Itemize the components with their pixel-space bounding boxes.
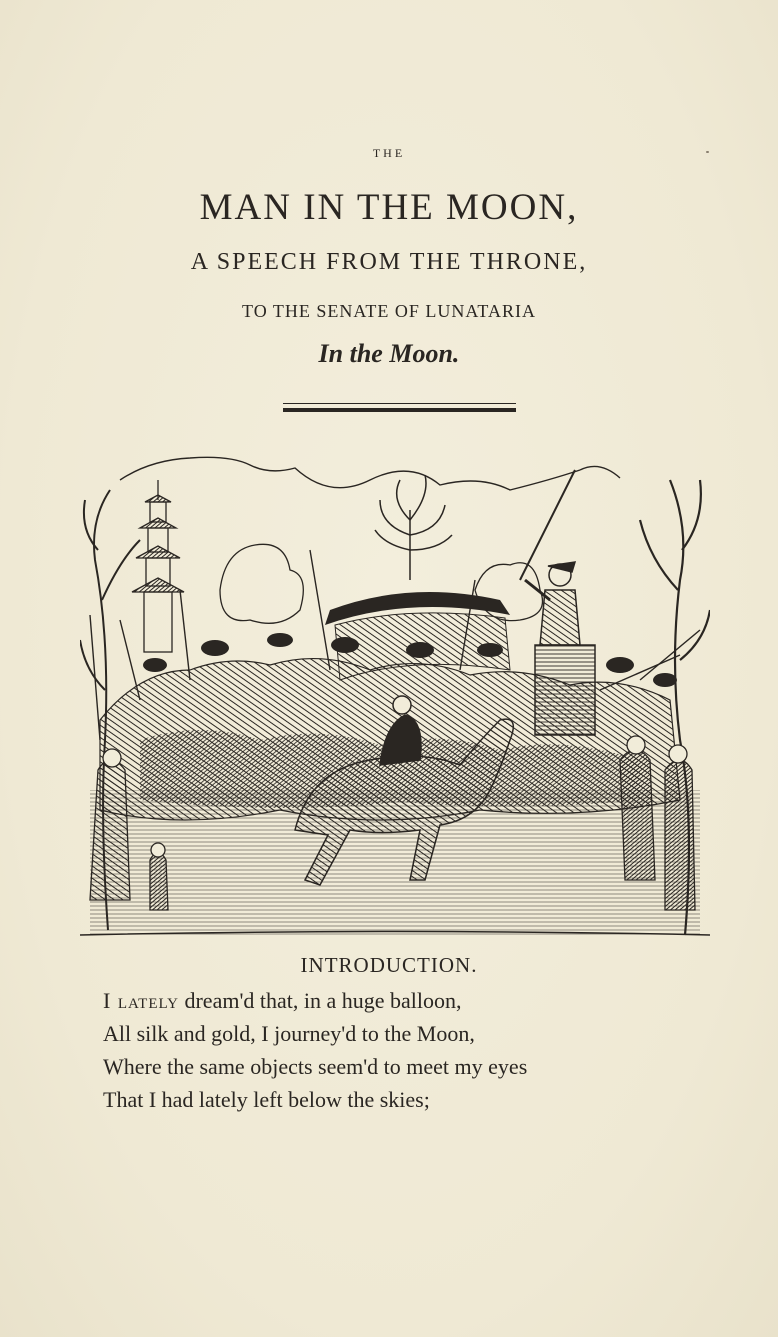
title-article: THE (372, 146, 406, 160)
poem-line-1 (103, 984, 703, 1017)
poem-line-4: That I had lately left below the skies; (103, 1087, 430, 1112)
poem-line-1-rest: dream'd that, in a huge balloon, (178, 988, 462, 1013)
page-subtitle: A SPEECH FROM THE THRONE, (190, 249, 588, 275)
poem-line-2: All silk and gold, I journey'd to the Moon, (103, 1021, 475, 1046)
poem-stanza (103, 984, 703, 1116)
dedication-line: TO THE SENATE OF LUNATARIA (242, 301, 536, 321)
section-heading: INTRODUCTION. (300, 953, 478, 977)
divider-thick (283, 408, 516, 412)
small-caps-opening: I lately (103, 988, 179, 1013)
poem-line-3: Where the same objects seem'd to meet my eyes (103, 1054, 528, 1079)
procession-engraving (80, 440, 710, 940)
divider-thin (283, 403, 516, 404)
feather-plume (375, 475, 452, 580)
pagoda-tower (132, 480, 184, 652)
page-title: MAN IN THE MOON, (199, 187, 579, 228)
mountain-outline (120, 457, 620, 490)
blackletter-subtitle: In the Moon. (318, 339, 460, 368)
